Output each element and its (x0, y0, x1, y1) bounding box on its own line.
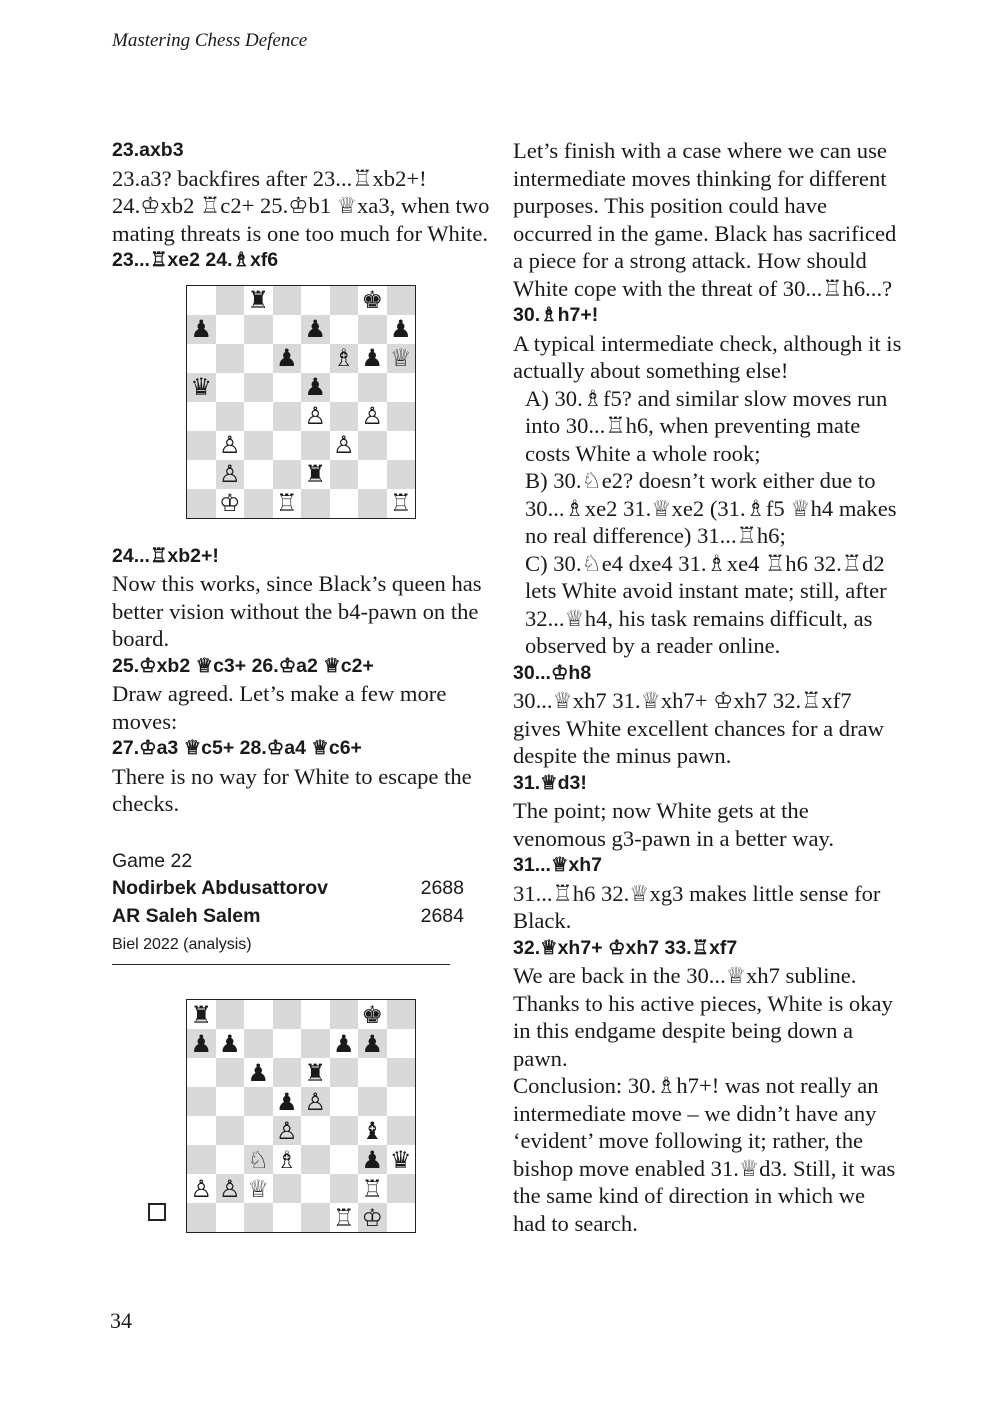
board-square (330, 315, 359, 344)
board-square: ♜ (244, 286, 273, 315)
white-player-rating: 2688 (420, 877, 464, 899)
board-square (358, 373, 387, 402)
board-square (216, 1203, 245, 1232)
board-square (301, 1174, 330, 1203)
board-square (216, 286, 245, 315)
board-square (244, 373, 273, 402)
board-square: ♖ (330, 1203, 359, 1232)
board-square (244, 402, 273, 431)
board-square (301, 1116, 330, 1145)
board-square: ♙ (330, 431, 359, 460)
board-square: ♗ (273, 1145, 302, 1174)
board-square: ♙ (187, 1174, 216, 1203)
board-square (387, 460, 416, 489)
board-square (273, 1000, 302, 1029)
black-player-rating: 2684 (420, 904, 464, 927)
board-square (187, 431, 216, 460)
board-square (273, 315, 302, 344)
board-square (187, 1058, 216, 1087)
board-square: ♕ (387, 344, 416, 373)
board-square (387, 402, 416, 431)
board-square (273, 431, 302, 460)
board-square: ♙ (216, 460, 245, 489)
board-square (187, 286, 216, 315)
board-square (187, 1203, 216, 1232)
right-column (513, 137, 903, 1237)
board-square: ♙ (216, 431, 245, 460)
board-square (387, 1087, 416, 1116)
board-square (244, 489, 273, 518)
board-square (301, 1145, 330, 1174)
board-square (330, 1116, 359, 1145)
left-column (112, 137, 490, 1233)
conclusion-text: Conclusion: 30.♗h7+! was not really an intermediate move – we didn’t have any ‘evident’ move following it; rather, the bishop move enabled 31.♕d3. Still, it was the same kind of direction in which we had to search. (513, 1073, 896, 1236)
board-square (216, 1087, 245, 1116)
board-square (216, 402, 245, 431)
running-header: Mastering Chess Defence (112, 30, 308, 51)
chess-diagram-2 (186, 999, 416, 1233)
board-square (187, 1116, 216, 1145)
black-player-row (112, 903, 464, 931)
game-label: Game 22 (112, 849, 193, 872)
board-square: ♚ (358, 1000, 387, 1029)
board-square (244, 431, 273, 460)
board-square: ♜ (301, 460, 330, 489)
board-square: ♝ (358, 1116, 387, 1145)
board-square (387, 1029, 416, 1058)
black-player-name: AR Saleh Salem (112, 904, 261, 927)
board-square (187, 1087, 216, 1116)
variation-b: B) 30.♘e2? doesn’t work either due to 30...♗xe2 31.♕xe2 (31.♗f5 ♕h4 makes no real difference) 31...♖h6; (525, 468, 897, 548)
board-square: ♟ (301, 315, 330, 344)
board-square: ♙ (301, 1087, 330, 1116)
move-heading: 23.axb3 (112, 139, 184, 161)
board-square (187, 344, 216, 373)
board-square (244, 460, 273, 489)
board-square (387, 1174, 416, 1203)
board-square (358, 1087, 387, 1116)
annotation-text: Let’s finish with a case where we can use intermediate moves thinking for different purposes. This position could have occurred in the game. Black has sacrificed a piece for a strong attack. How should White cope with the threat of 30...♖h6...? (513, 138, 897, 301)
board-square: ♟ (273, 1087, 302, 1116)
board-square (273, 286, 302, 315)
board-square (216, 373, 245, 402)
board-square (387, 1203, 416, 1232)
board-square (301, 1029, 330, 1058)
board-square (187, 489, 216, 518)
board-square (330, 489, 359, 518)
board-square: ♔ (216, 489, 245, 518)
move-heading: 30...♔h8 (513, 661, 592, 684)
board-square (387, 373, 416, 402)
board-square: ♟ (216, 1029, 245, 1058)
white-player-name: Nodirbek Abdusattorov (112, 877, 328, 899)
board-square (244, 315, 273, 344)
divider (112, 964, 450, 965)
board-square (301, 489, 330, 518)
board-square (387, 286, 416, 315)
variation-a: A) 30.♗f5? and similar slow moves run into 30...♖h6, when preventing mate costs White a whole rook; (525, 385, 888, 466)
board-square (216, 1000, 245, 1029)
board-square (330, 286, 359, 315)
board-square: ♜ (301, 1058, 330, 1087)
board-square (273, 460, 302, 489)
board-square: ♔ (358, 1203, 387, 1232)
board-square: ♟ (358, 1145, 387, 1174)
annotation-text: Draw agreed. Let’s make a few more moves: (112, 681, 447, 734)
board-square (358, 315, 387, 344)
board-square (387, 1116, 416, 1145)
board-square (387, 431, 416, 460)
board-square: ♟ (301, 373, 330, 402)
board-square: ♟ (273, 344, 302, 373)
board-square: ♟ (330, 1029, 359, 1058)
board-square (330, 1000, 359, 1029)
move-heading: 32.♕xh7+ ♔xh7 33.♖xf7 (513, 936, 738, 959)
board-square (216, 1116, 245, 1145)
board-square: ♟ (358, 1029, 387, 1058)
board-square (216, 315, 245, 344)
board-square (273, 1058, 302, 1087)
board-square (244, 1203, 273, 1232)
board-square (216, 1058, 245, 1087)
white-to-move-indicator (148, 1203, 166, 1221)
board-square (273, 1174, 302, 1203)
variation-c: C) 30.♘e4 dxe4 31.♗xe4 ♖h6 32.♖d2 lets White avoid instant mate; still, after 32...♕h4, his task remains difficult, as observed by a reader online. (525, 550, 887, 658)
annotation-text: There is no way for White to escape the checks. (112, 763, 472, 816)
board-square (330, 373, 359, 402)
annotation-text: Now this works, since Black’s queen has better vision without the b4-pawn on the board. (112, 571, 482, 651)
board-square (358, 1058, 387, 1087)
board-square (330, 460, 359, 489)
move-heading: 27.♔a3 ♕c5+ 28.♔a4 ♕c6+ (112, 737, 362, 759)
move-heading: 23...♖xe2 24.♗xf6 (112, 249, 279, 271)
board-square (330, 1087, 359, 1116)
board-square (273, 1029, 302, 1058)
board-square: ♟ (187, 315, 216, 344)
board-square (301, 344, 330, 373)
board-square (244, 1087, 273, 1116)
board-square (301, 431, 330, 460)
board-square: ♘ (244, 1145, 273, 1174)
event-info: Biel 2022 (analysis) (112, 936, 252, 953)
board-square (187, 402, 216, 431)
board-square (387, 1058, 416, 1087)
board-square (187, 1145, 216, 1174)
board-square: ♛ (387, 1145, 416, 1174)
board-square: ♗ (330, 344, 359, 373)
board-square (330, 1145, 359, 1174)
board-square (387, 1000, 416, 1029)
board-square (330, 402, 359, 431)
board-square (244, 1000, 273, 1029)
board-square (358, 460, 387, 489)
board-square (187, 460, 216, 489)
move-heading: 31.♕d3! (513, 771, 587, 794)
annotation-text: The point; now White gets at the venomous g3-pawn in a better way. (513, 798, 835, 851)
chess-diagram-2-wrapper (186, 999, 490, 1233)
page-number: 34 (110, 1308, 132, 1333)
annotation-text: 30...♕xh7 31.♕xh7+ ♔xh7 32.♖xf7 gives White excellent chances for a draw despite the minus pawn. (513, 688, 884, 768)
board-square (301, 1000, 330, 1029)
board-square (216, 1145, 245, 1174)
board-square (358, 489, 387, 518)
board-square: ♕ (244, 1174, 273, 1203)
board-square (244, 1029, 273, 1058)
annotation-text: 23.a3? backfires after 23...♖xb2+! (112, 165, 427, 191)
move-heading: 25.♔xb2 ♕c3+ 26.♔a2 ♕c2+ (112, 654, 374, 677)
chess-diagram-1 (186, 285, 416, 519)
board-square (301, 286, 330, 315)
board-square: ♛ (187, 373, 216, 402)
annotation-text: 31...♖h6 32.♕xg3 makes little sense for Black. (513, 880, 881, 933)
board-square: ♙ (216, 1174, 245, 1203)
board-square: ♖ (358, 1174, 387, 1203)
annotation-text: 24.♔xb2 ♖c2+ 25.♔b1 ♕xa3, when two mating threats is one too much for White. (112, 193, 490, 246)
board-square (216, 344, 245, 373)
board-square: ♖ (273, 489, 302, 518)
move-heading: 30.♗h7+! (513, 304, 599, 326)
board-square (330, 1174, 359, 1203)
board-square: ♚ (358, 286, 387, 315)
board-square (244, 344, 273, 373)
white-player-row (112, 875, 464, 903)
board-square: ♖ (387, 489, 416, 518)
move-heading: 24...♖xb2+! (112, 544, 219, 567)
move-heading: 31...♕xh7 (513, 854, 603, 876)
board-square: ♙ (358, 402, 387, 431)
board-square: ♟ (187, 1029, 216, 1058)
board-square (273, 373, 302, 402)
board-square (244, 1116, 273, 1145)
board-square (273, 1203, 302, 1232)
board-square: ♙ (273, 1116, 302, 1145)
board-square: ♟ (358, 344, 387, 373)
board-square: ♟ (387, 315, 416, 344)
annotation-text: We are back in the 30...♕xh7 subline. Thanks to his active pieces, White is okay in this endgame despite being down a pawn. (513, 963, 893, 1071)
board-square (330, 1058, 359, 1087)
board-square (358, 431, 387, 460)
board-square: ♟ (244, 1058, 273, 1087)
board-square: ♜ (187, 1000, 216, 1029)
board-square: ♙ (301, 402, 330, 431)
annotation-text: A typical intermediate check, although it is actually about something else! (513, 330, 902, 383)
board-square (301, 1203, 330, 1232)
board-square (273, 402, 302, 431)
